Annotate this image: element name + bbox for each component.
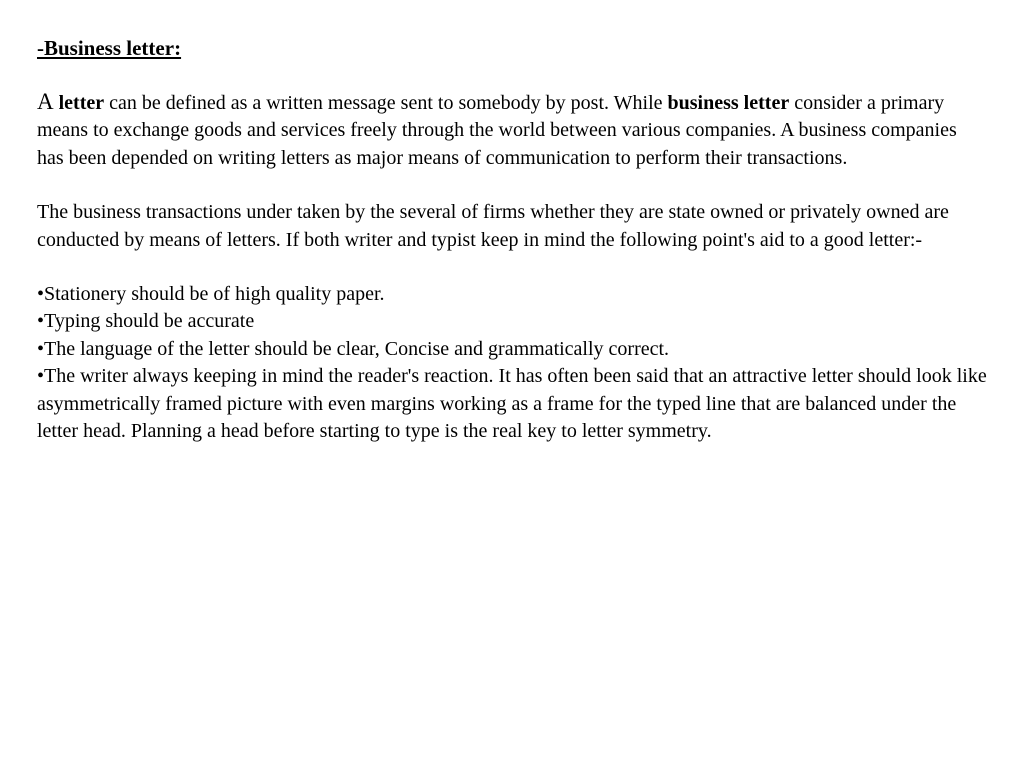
list-item: •The writer always keeping in mind the reader's reaction. It has often been said that an attractive letter should look like asymmetrically framed picture with even margins working as a frame for the typed line that are balanced under the letter head. Planning a head before starting to type is the real key to letter symmetry. <box>37 365 987 443</box>
definition-text-2: consider a primary means to exchange goods and services freely through the world between various companies. A business companies has been depended on writing letters as major means of communication to perform their transactions. <box>37 92 957 169</box>
list-item: •Typing should be accurate <box>37 310 255 333</box>
lead-letter: A <box>37 89 54 114</box>
term-business-letter: business letter <box>667 92 790 114</box>
definition-paragraph <box>37 88 987 172</box>
list-item: •The language of the letter should be clear, Concise and grammatically correct. <box>37 337 670 360</box>
definition-text-1: can be defined as a written message sent to somebody by post. While <box>104 92 668 114</box>
list-item: •Stationery should be of high quality paper. <box>37 283 385 306</box>
transactions-paragraph: The business transactions under taken by the several of firms whether they are state owned or privately owned are conducted by means of letters. If both writer and typist keep in mind the following point's aid to a good letter:- <box>37 201 949 251</box>
good-letter-points-list <box>37 281 987 445</box>
term-letter: letter <box>58 92 105 114</box>
slide-content <box>37 34 987 445</box>
slide-title: -Business letter: <box>37 36 182 60</box>
